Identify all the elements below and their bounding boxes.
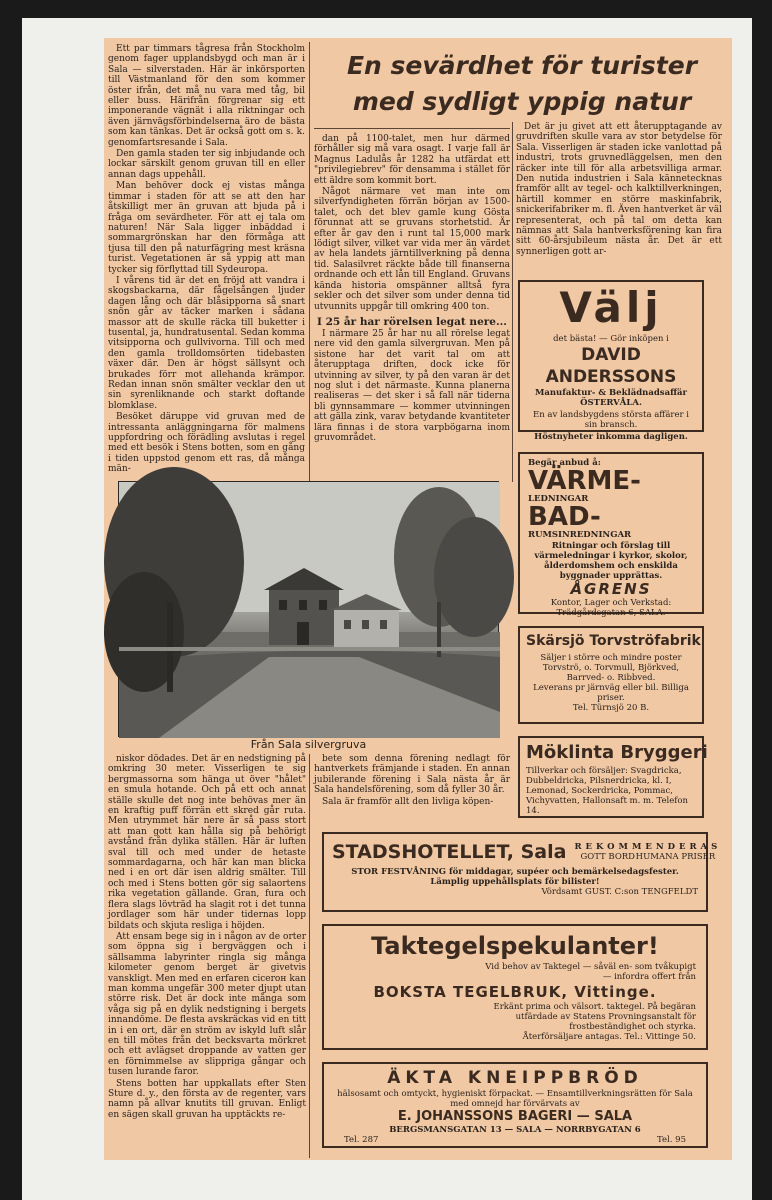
ad-tagline-row [574, 852, 721, 862]
ad-title: Taktegelspekulanter! [371, 932, 659, 960]
newspaper-page [104, 38, 732, 1160]
ad-title: ÄKTA KNEIPPBRÖD [387, 1068, 643, 1088]
ad-text: Leverans pr järnväg eller bil. Billiga priser. [533, 683, 689, 703]
ad-text: BERGSMANSGATAN 13 — SALA — NORRBYGATAN 6 [389, 1125, 641, 1135]
ad-text: ÖSTERVÅLA. [580, 398, 642, 408]
ad-boksta-tegelbruk [322, 924, 708, 1050]
ad-title: STADSHOTELLET, Sala [332, 841, 567, 863]
ad-header-row [332, 837, 722, 867]
ad-text: Ritningar och förslag till värmeledningar i kyrkor, skolor, ålderdomshem och enskilda byggnader upprättas. [534, 541, 688, 581]
ad-text: HUMANA PRISER [635, 852, 716, 862]
ad-title: Skärsjö Torvströfabrik [526, 633, 701, 649]
paragraph: Stens botten har uppkallats efter Sten Sture d. y., den första av de regenter, vars namn på allvar knutits till gruvan. Enligt en sägen skall gruvan ha upptäckts re- [108, 1078, 306, 1120]
ad-brand-name: DAVID ANDERSSONS [545, 345, 677, 387]
headline-line-2: med sydligt yppig natur [352, 87, 692, 116]
ad-text: Manufaktur- & Beklädnadsaffär [534, 388, 688, 398]
subheading: I 25 år har rörelsen legat nere... [317, 315, 507, 328]
paragraph: Man behöver dock ej vistas många timmar i staden för att se att den har åtskilligt mer än gruvan att bjuda på i fråga om sevärdheter. För att ej tala om naturen! När Sala ligger inbäddad i sommargrönskan har den förmåga att tjusa till den på naturfägring mest kräsna turist. Vegetationen är så yppig att man tycker sig förflyttad till Sydeuropa. [108, 181, 305, 275]
ad-title: BAD- [528, 502, 601, 532]
ad-brand-name: E. JOHANSSONS BAGERI — SALA [397, 1109, 633, 1124]
article-column-bottom-middle [314, 754, 510, 818]
article-column-left [108, 44, 305, 482]
paragraph: Det är ju givet att ett återupptagande av gruvdriften skulle vara av stor betydelse för Sala. Visserligen är staden icke vanlottad på industri, trots gruvnedläggelsen, men den räcker inte till för alla arbetsvilliga armar. Den nutida industrien i Sala kännetecknas framför allt av tegel- och kalktillverkningen, härtill kommer en större maskinfabrik, snickerifabriker m. fl. Även hantverket är väl representerat, och på tal om detta kan nämnas att Sala hantverksförening kan fira sitt 60-årsjubileum nästa år. Det är ett synnerligen gott ar- [516, 122, 722, 257]
paragraph: I vårens tid är det en fröjd att vandra i skogsbackarna, där fågelsången ljuder dagen lång och där blåsipporna så snart snön går av täcker marken i sådana massor att de skulle räcka till buketter i tusental, ja, hundratusental. Sedan komma vitsipporna och gullvivorna. Till och med den gamla trolldomsörten tidebasten växer där. Den är högst sällsynt och brukades förr mot allehanda krämpor. Redan innan snön smälter vecklar den ut sin syrenliknande och starkt doftande blomklase. [108, 275, 305, 411]
article-column-bottom-left [108, 754, 306, 1160]
ad-text: Begär anbud å: [528, 458, 601, 468]
ad-stadshotellet [322, 832, 722, 912]
column-rule [512, 122, 513, 482]
ad-brand-name: ÅGRENS [570, 580, 652, 598]
headline [312, 44, 732, 128]
ad-text: Tel. 287 [344, 1135, 379, 1145]
paragraph: Sala är framför allt den livliga köpen- [322, 796, 494, 807]
photo-illustration [119, 482, 500, 738]
ad-text: Återförsäljare antagas. Tel.: Vittinge 50. [522, 1032, 696, 1042]
ad-agrens [518, 452, 704, 618]
ad-headline: Välj [559, 283, 663, 332]
ad-text: Kontor, Lager och Verkstad: Trädgårdsgatan 6, SALA. [550, 598, 672, 618]
ad-moklinta-bryggeri [518, 736, 708, 818]
article-column-middle [314, 134, 510, 478]
ad-text: hälsosamt och omtyckt, hygieniskt förpackat. — Ensamtillverkningsrätten för Sala med omnejd har förvärvats av [337, 1089, 693, 1109]
headline-line-1: En sevärdhet för turister [346, 51, 698, 80]
ad-brand-name: BOKSTA TEGELBRUK, Vittinge. [373, 983, 657, 1001]
ad-text: GOTT BORD [580, 852, 635, 862]
ad-kneippbrod [322, 1062, 708, 1148]
ad-text: Lämplig uppehållsplats för bilister! [430, 877, 600, 887]
paragraph: Att ensam bege sig in i någon av de orter som öppna sig i bergväggen och i sällsamma labyrinter ringla sig många kilometer genom berget är givetvis vanskligt. Men med en erfaren cicerон kan man komma ungefär 300 meter djupt utan större risk. Det är dock inte många som våga sig på en dylik nedstigning i bergets innandöme. De flesta avskräckas vid en titt in i en ort, där en ström av iskyld luft slår en till mötes från det becksvarta mörkret och ett avlägset droppande av vatten ger en förnimmelse av slippriga gångar och tusen lurande faror. [108, 931, 306, 1078]
ad-text: Höstnyheter inkomma dagligen. [534, 432, 688, 442]
ad-text: Tel. 95 [657, 1135, 686, 1145]
headline-rule [314, 128, 510, 129]
paragraph: Ett par timmars tågresa från Stockholm genom fager upplandsbygd och man är i Sala — silverstaden. Här är inkörsporten till Västmanland för den som kommer öster ifrån, det må nu vara med tåg, bil eller buss. Härifrån förgrenar sig ett imponerande vägnät i alla riktningar och även järnvägsförbindelserna äro de bästa som kan tänkas. Det är också gott om s. k. genomfartsresande i Sala. [108, 44, 305, 148]
ad-text: det bästa! — Gör inköpen i [553, 334, 669, 344]
paragraph: bete som denna förening nedlagt för hantverkets främjande i staden. En annan jubilerande förening i Sala nästa år är Sala handelsförening, som då fyller 30 år. [314, 754, 510, 796]
paragraph: Något närmare vet man inte om silverfyndigheten förrän början av 1500-talet, och det blev gamle kung Gösta förunnat att se gruvans storhetstid. Är efter år gav den i runt tal 15,000 mark lödigt silver, vilket var vida mer än värdet av hela landets järntillverkning på denna tid. Salasilvret räckte både till finanserna ordnande och ett lån till England. Gruvans kända historia omspänner alltså fyra sekler och det silver som under denna tid utvunnits uppgår till omkring 400 ton. [314, 187, 510, 312]
ad-text: STOR FESTVÅNING för middagar, supéer och bemärkelsedagsfester. [351, 867, 679, 877]
photo-caption: Från Sala silvergruva [250, 738, 367, 751]
paragraph: Den gamla staden ter sig inbjudande och lockar särskilt genom gruvan till en eller annan dags uppehåll. [108, 149, 305, 180]
ad-text: LEDNINGAR [528, 494, 589, 504]
paragraph: Besöket däruppe vid gruvan med de intressanta anläggningarna för malmens uppfordring och förädling avslutas i regel med ett besök i Stens botten, som en gång i tiden uppstod genom ett ras, då många män- [108, 412, 305, 475]
ad-text: Tel. Türnsjö 20 B. [572, 703, 650, 713]
ad-phone-row [334, 1135, 696, 1145]
ad-text: REKOMMENDERAS [574, 842, 722, 852]
column-rule [309, 42, 310, 482]
paragraph: dan på 1100-talet, men hur därmed förhåller sig må vara osagt. I varje fall är Magnus Ladulås år 1282 ha utfärdat ett "privilegiebrev" för densamma i stället för ett äldre som kommit bort. [314, 134, 510, 186]
ad-title: VÄRME- [528, 466, 641, 496]
ad-skarsjo-torvstrofabrik [518, 626, 704, 724]
ad-text: RUMSINREDNINGAR [528, 530, 632, 540]
ad-text: Säljer i större och mindre poster Torvströ, o. Torvmull, Björkved, Barrved- o. Ribbved. [540, 653, 682, 683]
ad-text: Vördsamt GUST. C:son TENGFELDT [541, 887, 698, 897]
ad-text: Tillverkar och försäljer: Svagdricka, Dubbeldricka, Pilsnerdricka, kl. I, Lemonad, Sockerdricka, Pommac, Vichyvatten, Hallonsaft m. m. Telefon 14. [526, 766, 689, 816]
paragraph: niskor dödades. Det är en nedstigning på omkring 30 meter. Visserligen te sig bergmassorna som hänga ut över "hålet" en smula hotande. Och på ett och annat ställe skulle det nog inte behövas mer än en kraftig puff förrän ett skred går ruta. Men utrymmet här nere är så pass stort att man gott kan hålla sig på behörigt avstånd från dylika ställen. Här är luften sval till och med under de hetaste sommardagarna, och här kan man blicka ned i en ort där isen aldrig smälter. Till och med i Stens botten gör sig salaortens rika vegetation gällande. Gran, fura och flera slags lövträd ha slagit rot i det tunna jordlager som här under tidernas lopp bildats och skjuta resliga i höjden. [108, 754, 306, 931]
ad-tagline [574, 842, 721, 862]
ad-title: Möklinta Bryggeri [526, 742, 708, 763]
paragraph: I närmare 25 år har nu all rörelse legat nere vid den gamla silvergruvan. Men på sistone har det varit tal om att återupptaga driften, dock icke för utvinning av silver, ty på den varan är det nog slut i det närmaste. Kunna planerna realiseras — det sker i så fall när tiderna bli gynnsammare — kommer utvinningen att gälla zink, varav betydande kvantiteter lära finnas i de stora varpbögarna inom gruvområdet. [314, 328, 510, 443]
photo-sala-silver-mine [118, 481, 499, 737]
ad-text: En av landsbygdens största affärer i sin bransch. [533, 410, 689, 430]
column-rule [309, 754, 310, 1158]
ad-text: Vid behov av Taktegel — såväl en- som tvåkupigt — infordra offert från [485, 962, 696, 982]
ad-text: Erkänt prima och välsort. taktegel. På begäran utfärdade av Statens Provningsanstalt för frostbeständighet och styrka. [493, 1002, 696, 1032]
article-column-right [516, 122, 722, 302]
ad-david-anderssons [518, 280, 704, 442]
